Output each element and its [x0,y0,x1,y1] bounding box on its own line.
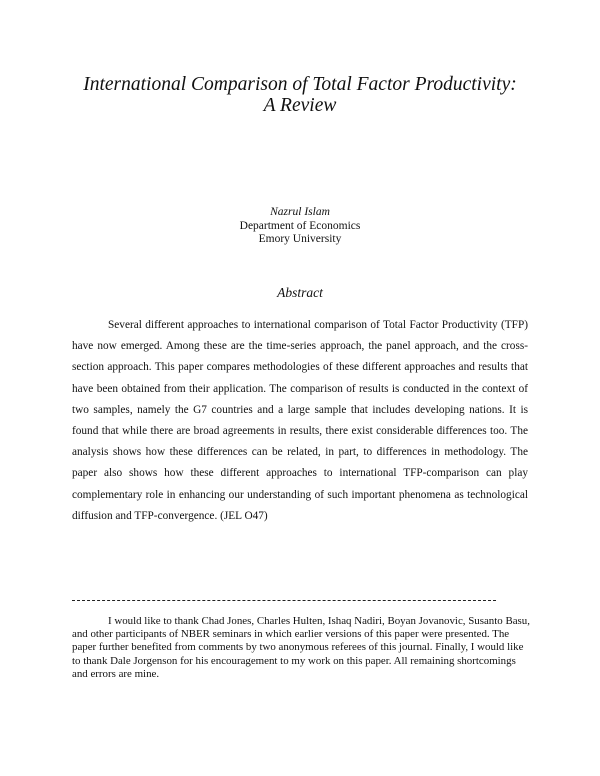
footnote-separator [72,600,496,601]
author-block [0,206,600,247]
abstract-heading: Abstract [277,285,323,300]
author-university: Emory University [258,233,342,245]
footnote: I would like to thank Chad Jones, Charles Hulten, Ishaq Nadiri, Boyan Jovanovic, Susanto Basu, and other participants of NBER seminars in which earlier versions of this paper were presented. The paper further benefited from comments by two anonymous referees of this journal. Finally, I would like to thank Dale Jorgenson for his encouragement to my work on this paper. All remaining shortcomings and errors are mine. [72,615,530,680]
author-name: Nazrul Islam [270,206,330,218]
paper-title-line-1: International Comparison of Total Factor Productivity: [83,74,517,95]
author-department: Department of Economics [239,219,361,232]
paper-title-line-2: A Review [263,95,337,116]
abstract-body: Several different approaches to international comparison of Total Factor Productivity (TFP) have now emerged. Among these are the time-series approach, the panel approach, and the cross-section approach. This paper compares methodologies of these different approaches and results that have been obtained from their application. The comparison of results is conducted in the context of two samples, namely the G7 countries and a large sample that includes developing nations. It is found that while there are broad agreements in results, there exist considerable differences too. The analysis shows how these differences can be related, in part, to differences in methodology. The paper also shows how these different approaches to international TFP-comparison can play complementary role in enhancing our understanding of such important phenomena as technological diffusion and TFP-convergence. (JEL O47) [72,319,528,522]
